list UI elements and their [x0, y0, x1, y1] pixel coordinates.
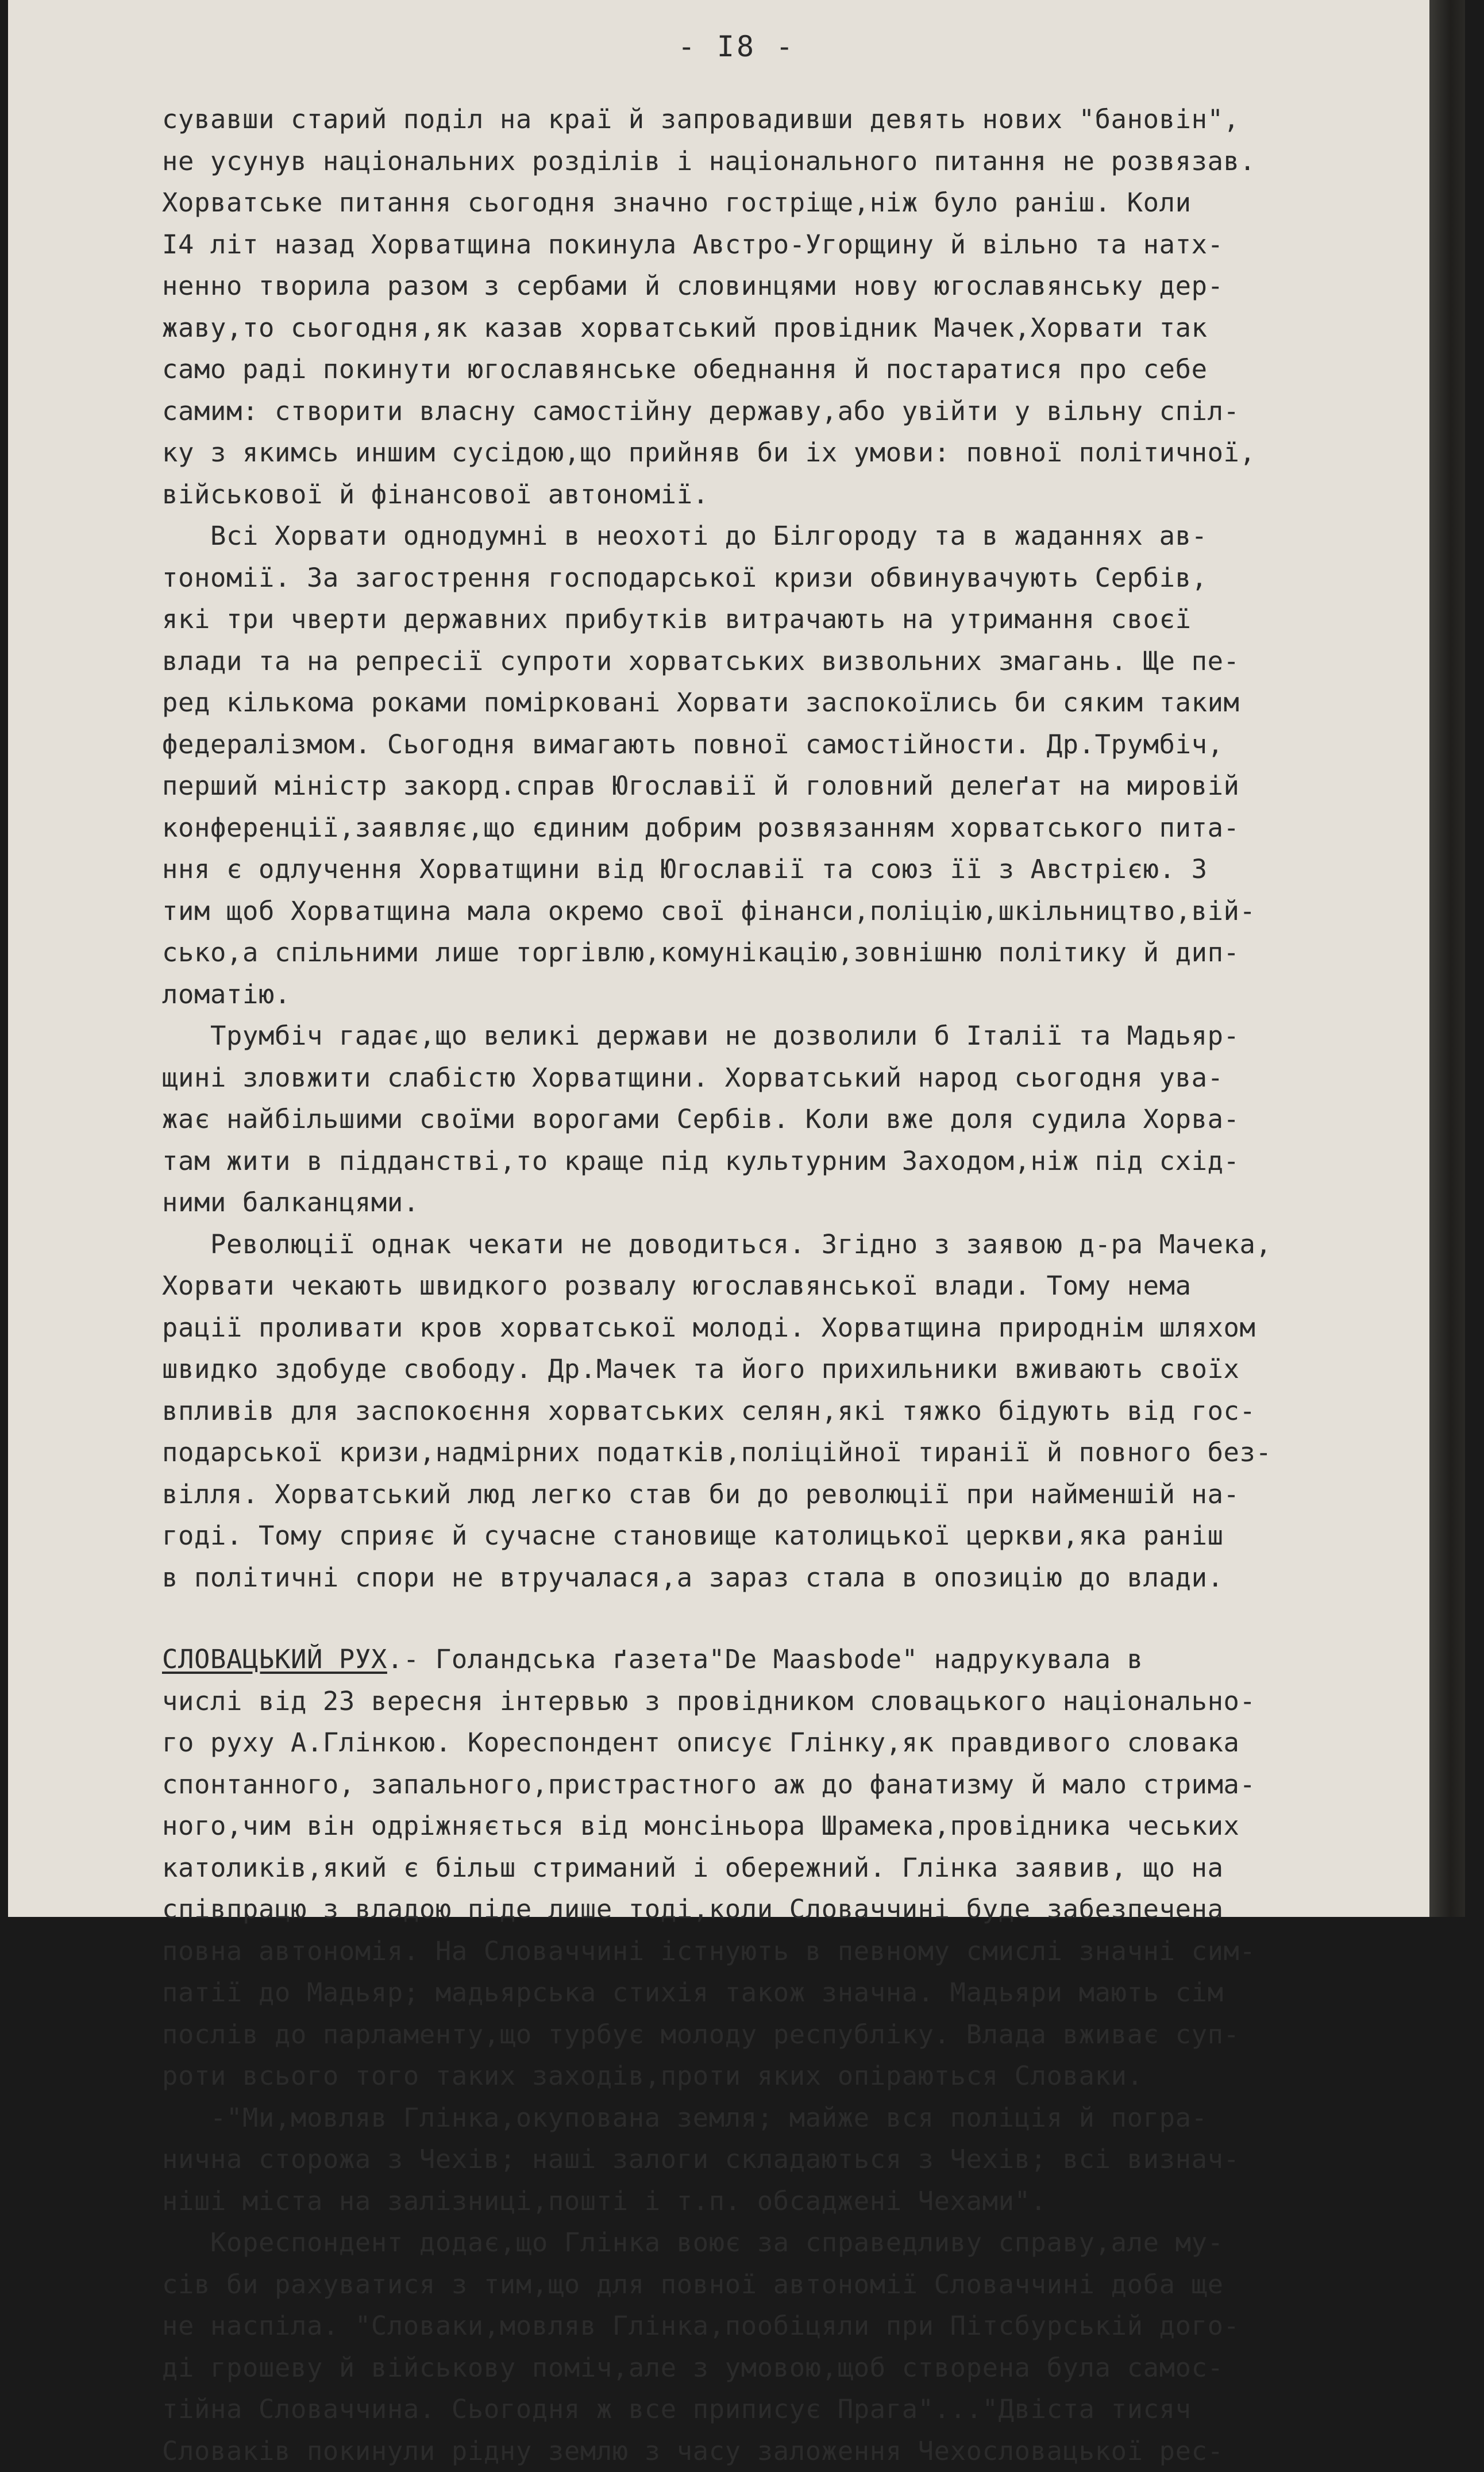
text-line: подарської кризи,надмірних податків,поліційної тиранії й повного без-: [162, 1432, 1360, 1474]
text-line: числі від 23 вересня інтервью з провідником словацького національно-: [162, 1681, 1360, 1723]
text-line: там жити в підданстві,то краще під культурним Заходом,ніж під схід-: [162, 1141, 1360, 1183]
text-line: Трумбіч гадає,що великі держави не дозволили б Італії та Мадьяр-: [162, 1015, 1360, 1057]
text-line: ненно творила разом з сербами й словинцями нову югославянську дер-: [162, 265, 1360, 307]
text-line: -"Ми,мовляв Глінка,окупована земля; майже вся поліція й погра-: [162, 2097, 1360, 2139]
text-line: перший міністр закорд.справ Югославії й головний делеґат на мировій: [162, 765, 1360, 807]
paragraph-croatian-question: [162, 99, 1360, 515]
text-line: ді грошеву й військову поміч,але з умовою,щоб створена була самос-: [162, 2347, 1360, 2389]
text-line: сько,а спільними лише торгівлю,комунікацію,зовнішню політику й дип-: [162, 932, 1360, 974]
paragraph-glinka-quote: [162, 2097, 1360, 2223]
text-line: сів би рахуватися з тим,що для повної автономії Словаччині доба ще: [162, 2264, 1360, 2306]
text-line: не наспіла. "Словаки,мовляв Глінка,пообіцяли при Пітсбурській дого-: [162, 2305, 1360, 2347]
text-line: тійна Словаччина. Сьогодня ж все приписує Прага"..."Двіста тисяч: [162, 2389, 1360, 2431]
text-line: впливів для заспокоєння хорватських селян,які тяжко бідують від гос-: [162, 1391, 1360, 1433]
paragraph-correspondent: [162, 2222, 1360, 2472]
binding-edge: [1429, 0, 1465, 1917]
text-line: тономії. За загострення господарської кризи обвинувачують Сербів,: [162, 557, 1360, 599]
text-line: співпрацю з владою піде лише тоді,коли Словаччині буде забезпечена: [162, 1889, 1360, 1931]
text-line: нична сторожа з Чехів; наші залоги складаються з Чехів; всі визнач-: [162, 2139, 1360, 2181]
text-line: годі. Тому сприяє й сучасне становище католицької церкви,яка раніш: [162, 1515, 1360, 1557]
text-line: в політичні спори не втручалася,а зараз стала в опозицію до влади.: [162, 1557, 1360, 1599]
text-line: самим: створити власну самостійну державу,або увійти у вільну спіл-: [162, 391, 1360, 433]
text-line: патії до Мадьяр; мадьярська стихія також значна. Мадьяри мають сім: [162, 1972, 1360, 2014]
text-line: військової й фінансової автономії.: [162, 474, 1360, 516]
text-line: ломатію.: [162, 974, 1360, 1016]
section-first-line: [162, 1639, 1360, 1681]
text-line: сувавши старий поділ на краї й запровадивши девять нових "бановін",: [162, 99, 1360, 141]
text-line: жає найбільшими своїми ворогами Сербів. Коли вже доля судила Хорва-: [162, 1099, 1360, 1141]
text-line: щині зловжити слабістю Хорватщини. Хорватський народ сьогодня ува-: [162, 1057, 1360, 1099]
text-line: Хорвати чекають швидкого розвалу югославянської влади. Тому нема: [162, 1265, 1360, 1307]
text-line: ння є одлучення Хорватщини від Югославії та союз її з Австрією. З: [162, 849, 1360, 891]
text-line: рації проливати кров хорватської молоді. Хорватщина природнім шляхом: [162, 1307, 1360, 1349]
section-first-line-text: .- Голандська ґазета"De Maasbode" надрукувала в: [387, 1644, 1143, 1674]
section-heading: СЛОВАЦЬКИЙ РУХ: [162, 1644, 387, 1674]
text-body: [162, 99, 1360, 2472]
text-line: Хорватське питання сьогодня значно гостріще,ніж було раніш. Коли: [162, 182, 1360, 224]
text-line: Революції однак чекати не доводиться. Згідно з заявою д-ра Мачека,: [162, 1224, 1360, 1266]
text-line: роти всього того таких заходів,проти яких опіраються Словаки.: [162, 2055, 1360, 2097]
paragraph-revolution: [162, 1224, 1360, 1599]
paragraph-croatian-autonomy: [162, 515, 1360, 1015]
text-line: влади та на репресії супроти хорватських визвольних змагань. Ще пе-: [162, 641, 1360, 683]
text-line: вілля. Хорватський люд легко став би до революції при найменшій на-: [162, 1474, 1360, 1516]
text-line: Словаків покинули рідну землю з часу заложення Чехословацької рес-: [162, 2431, 1360, 2472]
text-line: го руху А.Глінкою. Кореспондент описує Глінку,як правдивого словака: [162, 1722, 1360, 1764]
text-line: повна автономія. На Словаччині істнують в певному смислі значні сим-: [162, 1931, 1360, 1973]
document-page: [8, 0, 1465, 1917]
text-line: ку з якимсь иншим сусідою,що прийняв би іх умови: повної політичної,: [162, 432, 1360, 474]
text-line: ного,чим він одріжняється від монсіньора Шрамека,провідника чеських: [162, 1805, 1360, 1847]
text-line: ніші міста на залізниці,пошті і т.п. обсаджені Чехами".: [162, 2181, 1360, 2223]
text-line: Всі Хорвати однодумні в неохоті до Білгороду та в жаданнях ав-: [162, 515, 1360, 557]
text-line: швидко здобуде свободу. Др.Мачек та його прихильники вживають своїх: [162, 1349, 1360, 1391]
paragraph-slovak-movement: [162, 1639, 1360, 2097]
text-line: Кореспондент додає,що Глінка воює за справедливу справу,але му-: [162, 2222, 1360, 2264]
section-spacer: [162, 1599, 1360, 1639]
text-line: католиків,який є більш стриманий і обережний. Глінка заявив, що на: [162, 1847, 1360, 1889]
text-line: які три чверти державних прибутків витрачають на утримання своєї: [162, 599, 1360, 641]
text-line: не усунув національних розділів і національного питання не розвязав.: [162, 141, 1360, 183]
text-line: тим щоб Хорватщина мала окремо свої фінанси,поліцію,шкільництво,вій-: [162, 891, 1360, 933]
text-line: послів до парламенту,що турбує молоду республіку. Влада вживає суп-: [162, 2014, 1360, 2056]
text-line: I4 літ назад Хорватщина покинула Австро-Угорщину й вільно та натх-: [162, 224, 1360, 266]
page-number: - I8 -: [8, 30, 1465, 63]
text-line: ними балканцями.: [162, 1182, 1360, 1224]
text-line: федералізмом. Сьогодня вимагають повної самостійности. Др.Трумбіч,: [162, 724, 1360, 766]
text-line: жаву,то сьогодня,як казав хорватський провідник Мачек,Хорвати так: [162, 307, 1360, 349]
text-line: конференції,заявляє,що єдиним добрим розвязанням хорватського пита-: [162, 807, 1360, 849]
text-line: само раді покинути югославянське обеднання й постаратися про себе: [162, 349, 1360, 391]
paragraph-trumbic: [162, 1015, 1360, 1224]
text-line: спонтанного, запального,пристрастного аж до фанатизму й мало стрима-: [162, 1764, 1360, 1806]
text-line: ред кількома роками помірковані Хорвати заспокоїлись би сяким таким: [162, 682, 1360, 724]
